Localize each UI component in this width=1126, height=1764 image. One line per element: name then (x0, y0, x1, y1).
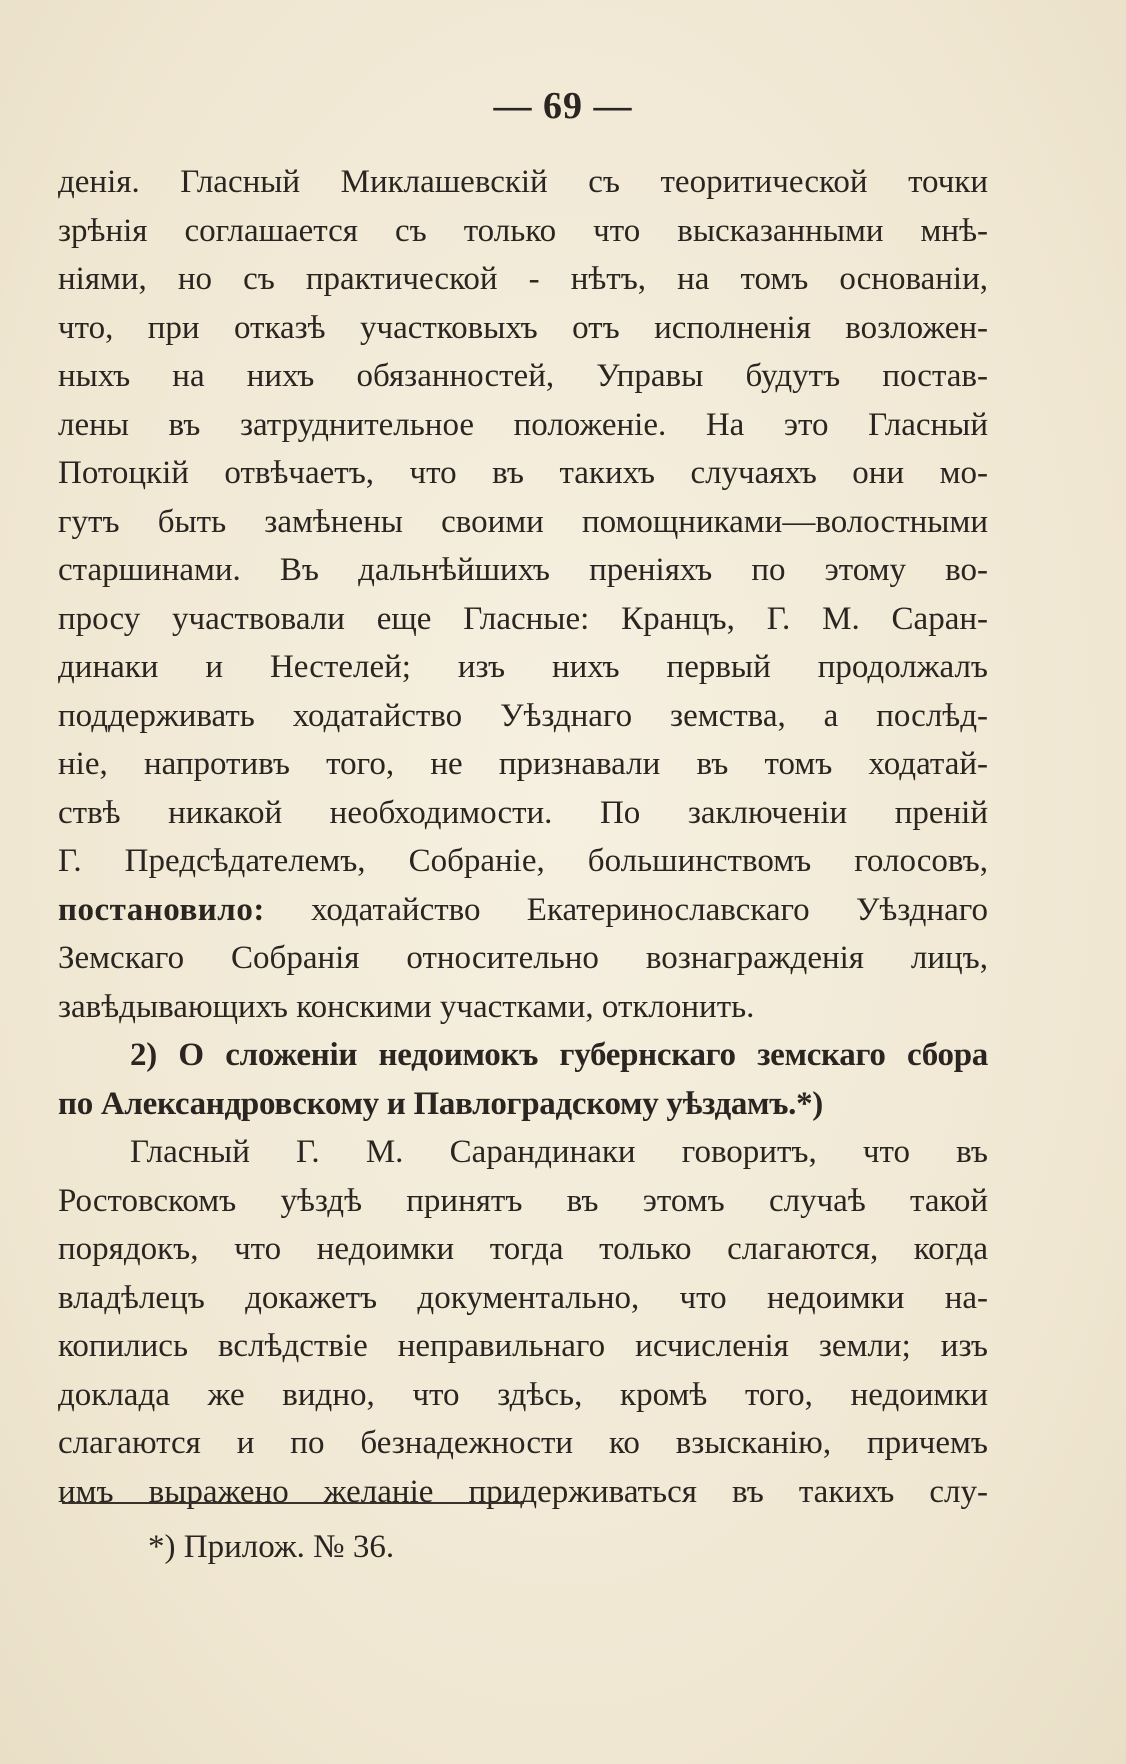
section-heading-line-2: по Александровскому и Павлоградскому уѣздамъ.*) (58, 1085, 823, 1122)
text-line: Потоцкій отвѣчаетъ, что въ такихъ случаяхъ они мо- (58, 455, 988, 491)
text-line: гутъ быть замѣнены своими помощниками—волостными (58, 503, 988, 540)
resolution-text: ходатайство Екатеринославскаго Уѣзднаго (264, 891, 988, 928)
resolution-keyword: постановило: (58, 891, 265, 928)
text-line: Ростовскомъ уѣздѣ принятъ въ этомъ случаѣ такой (58, 1182, 988, 1219)
text-line: просу участвовали еще Гласные: Кранцъ, Г. М. Саран- (58, 600, 988, 637)
text-line: что, при отказѣ участковыхъ отъ исполненія возложен- (58, 309, 988, 346)
text-line: Земскаго Собранія относительно вознагражденія лицъ, (58, 940, 988, 976)
text-line: Г. Предсѣдателемъ, Собраніе, большинствомъ голосовъ, (58, 843, 988, 879)
text-line: доклада же видно, что здѣсь, кромѣ того, недоимки (58, 1376, 988, 1413)
text-line: зрѣнія соглашается съ только что высказанными мнѣ- (58, 212, 988, 249)
text-line: ствѣ никакой необходимости. По заключеніи преній (58, 794, 988, 831)
page-number: — 69 — (493, 85, 633, 127)
text-line: владѣлецъ докажетъ документально, что недоимки на- (58, 1279, 988, 1316)
text-line: порядокъ, что недоимки тогда только слагаются, когда (58, 1231, 988, 1267)
body-text (58, 158, 988, 1516)
text-line: динаки и Нестелей; изъ нихъ первый продолжалъ (58, 649, 988, 685)
text-line: имъ выражено желаніе придерживаться въ такихъ слу- (58, 1473, 988, 1510)
text-line: лены въ затруднительное положеніе. На это Гласный (58, 406, 988, 443)
text-line: ныхъ на нихъ обязанностей, Управы будутъ постав- (58, 358, 988, 394)
text-line: Гласный Г. М. Сарандинаки говоритъ, что въ (130, 1134, 988, 1170)
text-line: копились вслѣдствіе неправильнаго исчисленія земли; изъ (58, 1328, 988, 1364)
text-line: ніе, напротивъ того, не признавали въ томъ ходатай- (58, 746, 988, 782)
text-line: денія. Гласный Миклашевскій съ теоритической точки (58, 164, 988, 200)
footnote: *) Прилож. № 36. (148, 1529, 395, 1565)
text-line: слагаются и по безнадежности ко взысканію, причемъ (58, 1425, 988, 1461)
text-line: старшинами. Въ дальнѣйшихъ преніяхъ по этому во- (58, 552, 988, 588)
resolution-line (58, 886, 988, 935)
section-heading-line-1: 2) О сложеніи недоимокъ губернскаго земскаго сбора (130, 1037, 988, 1073)
text-line: завѣдывающихъ конскими участками, отклонить. (58, 988, 755, 1025)
text-line: ніями, но съ практической - нѣтъ, на томъ основаніи, (58, 261, 988, 297)
footnote-divider (62, 1502, 524, 1504)
text-line: поддерживать ходатайство Уѣзднаго земства, а послѣд- (58, 697, 988, 734)
